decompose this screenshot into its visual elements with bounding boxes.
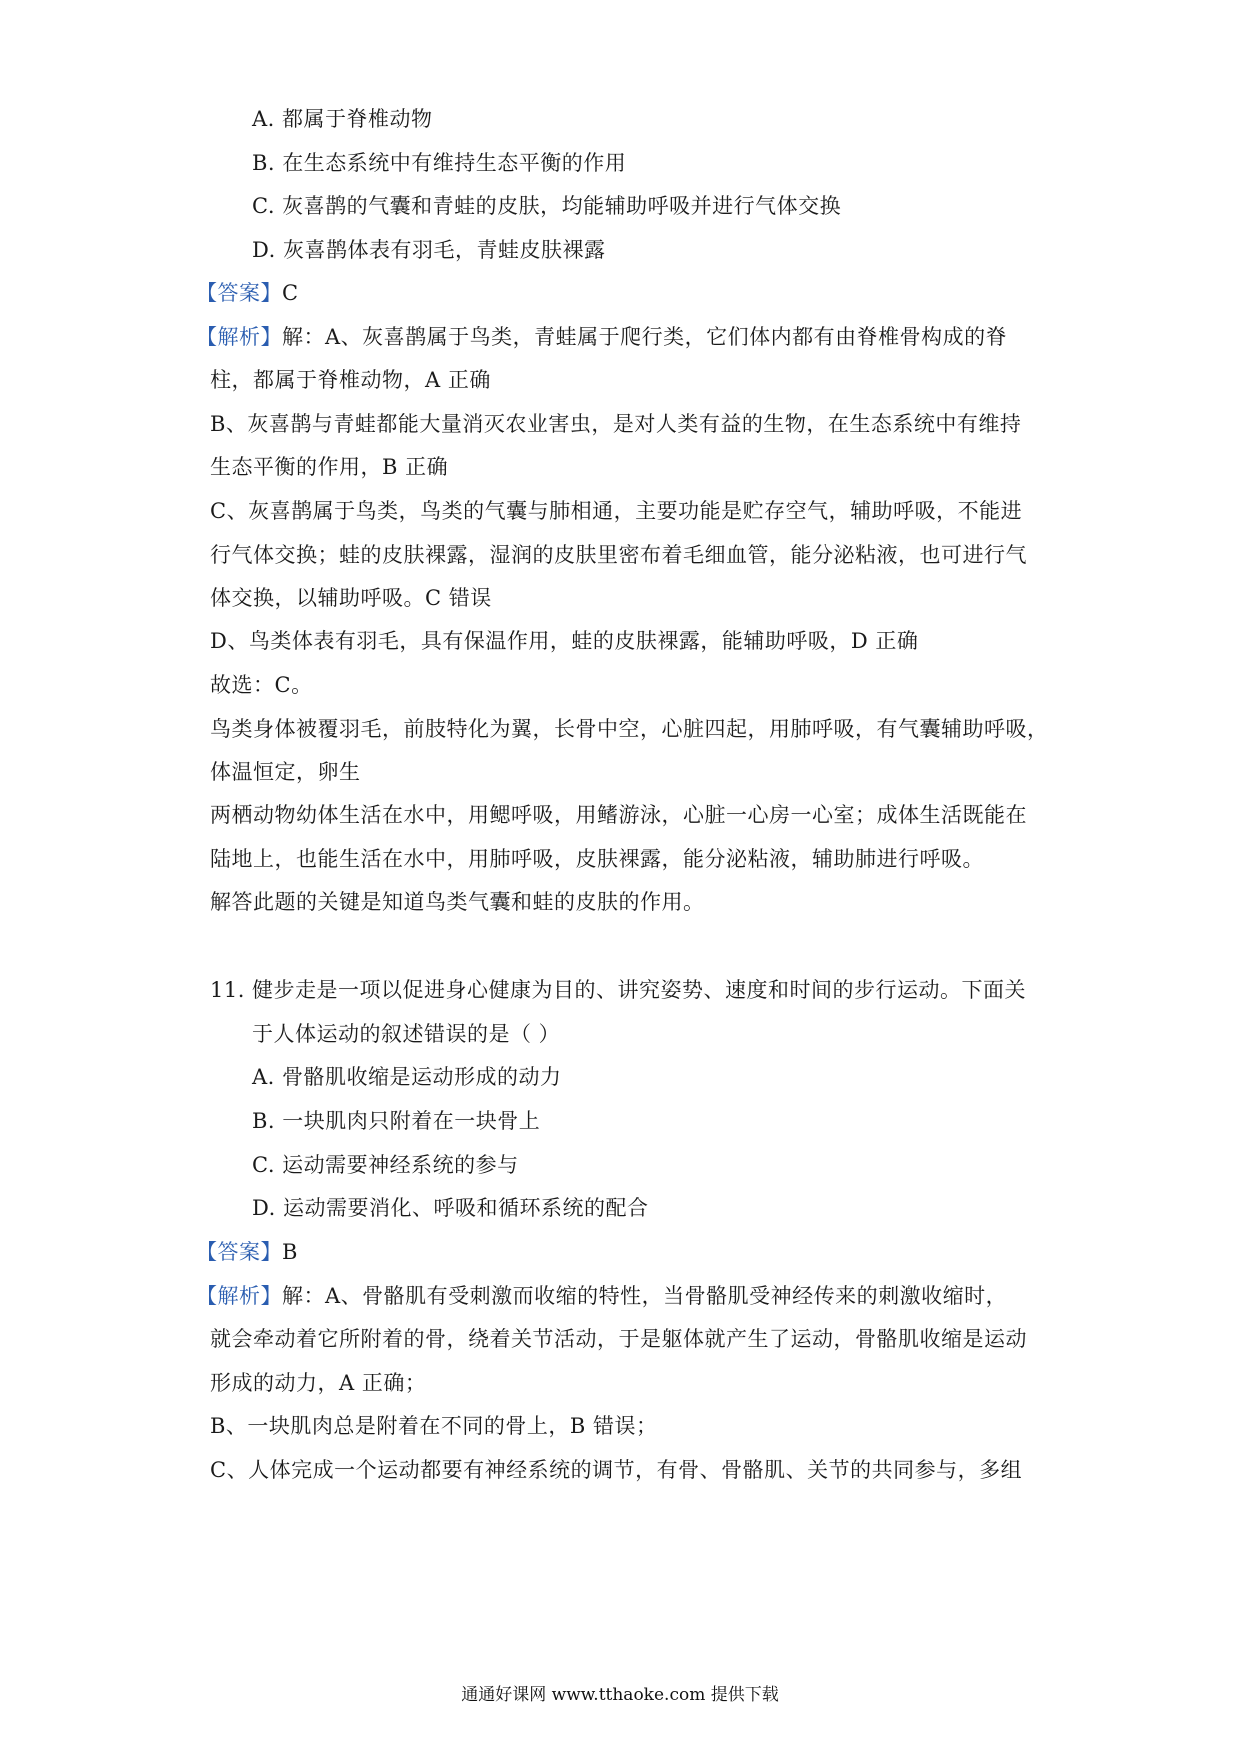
q11-option-a: A. 骨骼肌收缩是运动形成的动力	[252, 1065, 562, 1089]
answer-tag: 【答案】	[196, 1240, 282, 1264]
q10-analysis-line: 柱，都属于脊椎动物，A 正确	[210, 368, 491, 392]
q11-analysis-line: 形成的动力，A 正确；	[210, 1371, 427, 1395]
q10-analysis-line: 陆地上，也能生活在水中，用肺呼吸，皮肤裸露，能分泌粘液，辅助肺进行呼吸。	[210, 847, 984, 871]
q11-option-d: D. 运动需要消化、呼吸和循环系统的配合	[252, 1196, 649, 1220]
q11-analysis-line: 就会牵动着它所附着的骨，绕着关节活动，于是躯体就产生了运动，骨骼肌收缩是运动	[210, 1327, 1027, 1351]
q10-analysis-line: 体交换，以辅助呼吸。C 错误	[210, 586, 492, 610]
q10-analysis-line: B、灰喜鹊与青蛙都能大量消灭农业害虫，是对人类有益的生物，在生态系统中有维持	[210, 412, 1022, 436]
q10-analysis-line: 行气体交换；蛙的皮肤裸露，湿润的皮肤里密布着毛细血管，能分泌粘液，也可进行气	[210, 543, 1027, 567]
answer-value: B	[282, 1240, 298, 1264]
q11-option-c: C. 运动需要神经系统的参与	[252, 1153, 519, 1177]
q10-analysis-line: 生态平衡的作用，B 正确	[210, 455, 449, 479]
q11-stem-line2: 于人体运动的叙述错误的是（ ）	[252, 1022, 561, 1046]
q11-stem-line1: 健步走是一项以促进身心健康为目的、讲究姿势、速度和时间的步行运动。下面关	[252, 978, 1026, 1002]
q10-answer	[196, 280, 299, 306]
q10-analysis-line: 两栖动物幼体生活在水中，用鳃呼吸，用鳍游泳，心脏一心房一心室；成体生活既能在	[210, 803, 1027, 827]
q11-analysis-line: C、人体完成一个运动都要有神经系统的调节，有骨、骨骼肌、关节的共同参与，多组	[210, 1458, 1023, 1482]
answer-value: C	[282, 281, 299, 305]
q11-number: 11.	[210, 978, 245, 1002]
q11-answer	[196, 1239, 298, 1265]
analysis-text: 解：A、骨骼肌有受刺激而收缩的特性，当骨骼肌受神经传来的刺激收缩时，	[282, 1284, 1008, 1308]
q11-analysis-line: B、一块肌肉总是附着在不同的骨上，B 错误；	[210, 1414, 658, 1438]
answer-tag: 【答案】	[196, 281, 282, 305]
page-footer: 通通好课网 www.tthaoke.com 提供下载	[461, 1685, 779, 1705]
q10-analysis-first	[196, 324, 1007, 350]
analysis-text: 解：A、灰喜鹊属于鸟类，青蛙属于爬行类，它们体内都有由脊椎骨构成的脊	[282, 325, 1008, 349]
q10-analysis-line: 解答此题的关键是知道鸟类气囊和蛙的皮肤的作用。	[210, 890, 705, 914]
q10-analysis-line: 鸟类身体被覆羽毛，前肢特化为翼，长骨中空，心脏四起，用肺呼吸，有气囊辅助呼吸，	[210, 717, 1049, 741]
q10-option-a: A. 都属于脊椎动物	[252, 107, 433, 131]
q11-analysis-first	[196, 1283, 1007, 1309]
q10-analysis-line: 体温恒定，卵生	[210, 760, 361, 784]
q10-option-d: D. 灰喜鹊体表有羽毛，青蛙皮肤裸露	[252, 238, 606, 262]
q10-analysis-line: D、鸟类体表有羽毛，具有保温作用，蛙的皮肤裸露，能辅助呼吸，D 正确	[210, 629, 919, 653]
q10-analysis-line: C、灰喜鹊属于鸟类，鸟类的气囊与肺相通，主要功能是贮存空气，辅助呼吸，不能进	[210, 499, 1023, 523]
analysis-tag: 【解析】	[196, 1284, 282, 1308]
analysis-tag: 【解析】	[196, 325, 282, 349]
q10-option-c: C. 灰喜鹊的气囊和青蛙的皮肤，均能辅助呼吸并进行气体交换	[252, 194, 842, 218]
q10-analysis-line: 故选：C。	[210, 673, 313, 697]
q10-option-b: B. 在生态系统中有维持生态平衡的作用	[252, 151, 627, 175]
q11-option-b: B. 一块肌肉只附着在一块骨上	[252, 1109, 541, 1133]
